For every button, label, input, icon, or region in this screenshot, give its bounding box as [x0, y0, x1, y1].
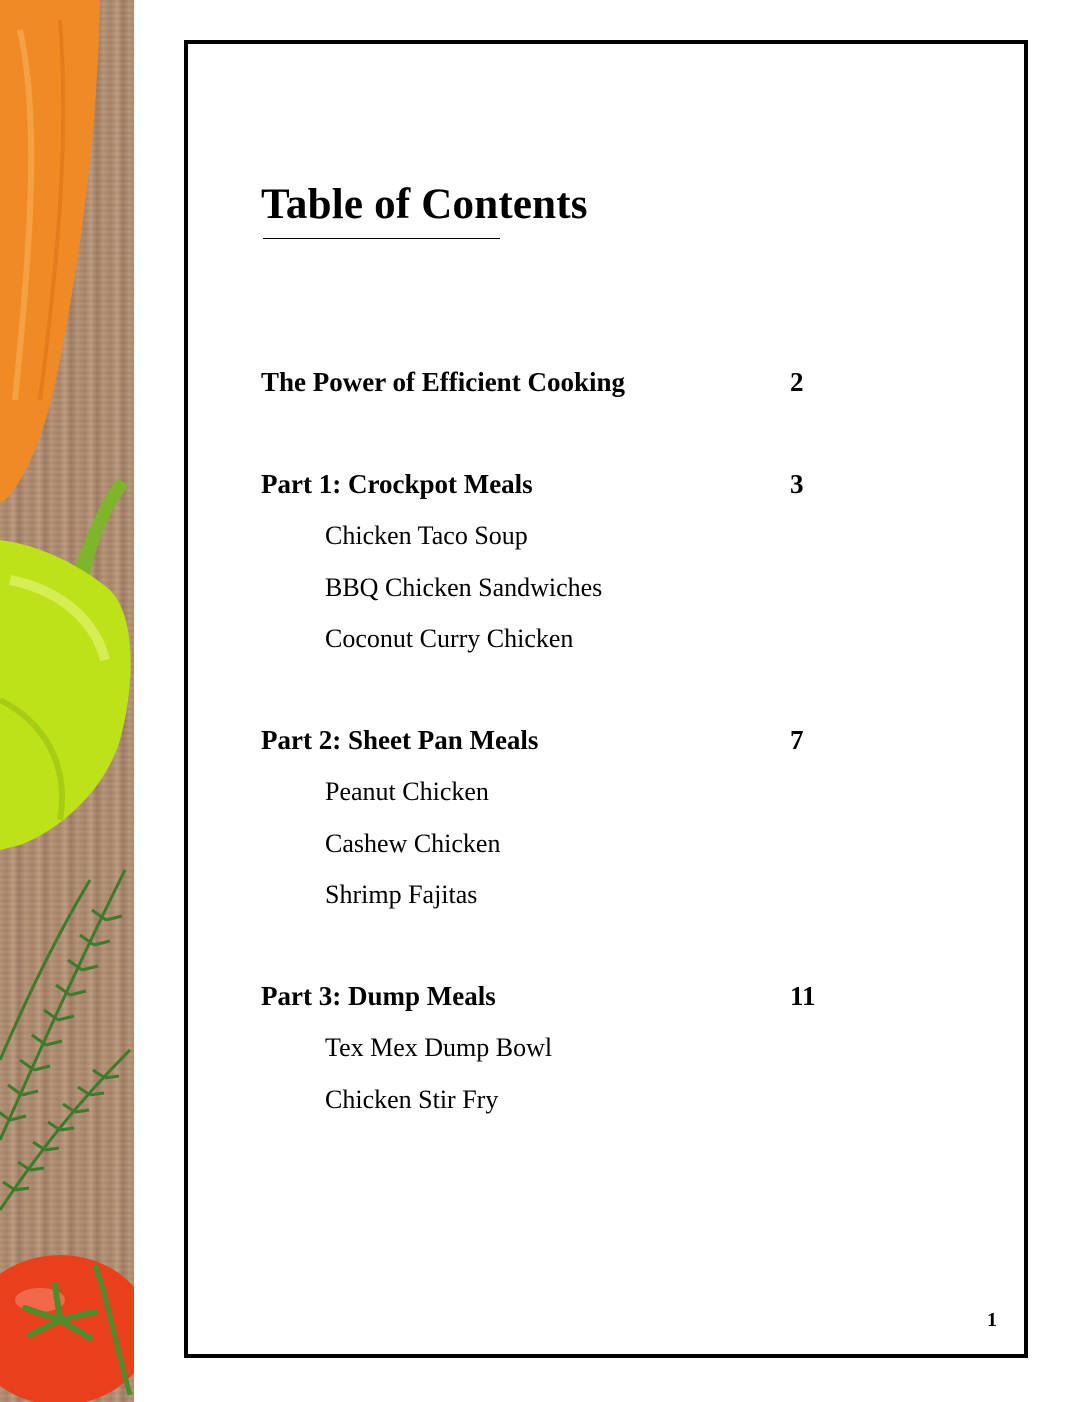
toc-section-heading[interactable]: Part 2: Sheet Pan Meals: [261, 725, 539, 755]
decorative-food-image: [0, 0, 134, 1402]
toc-item[interactable]: Coconut Curry Chicken: [325, 624, 574, 653]
toc-section-heading[interactable]: Part 3: Dump Meals: [261, 981, 496, 1011]
toc-item[interactable]: Shrimp Fajitas: [325, 880, 478, 909]
toc-item[interactable]: Chicken Stir Fry: [325, 1085, 499, 1114]
toc-page-number: 7: [790, 725, 804, 755]
toc-item[interactable]: Chicken Taco Soup: [325, 521, 528, 550]
toc-page-number: 3: [790, 469, 804, 499]
toc-page-number: 2: [790, 367, 804, 397]
toc-item[interactable]: Cashew Chicken: [325, 829, 501, 858]
toc-item[interactable]: Tex Mex Dump Bowl: [325, 1033, 553, 1062]
toc-section-heading[interactable]: The Power of Efficient Cooking: [261, 367, 625, 397]
carrot-icon: [0, 0, 100, 502]
toc-page-number: 11: [790, 981, 816, 1011]
rosemary-icon: [0, 870, 130, 1210]
page-number-footer: 1: [987, 1309, 997, 1331]
title-underline: [263, 238, 500, 239]
toc-item[interactable]: Peanut Chicken: [325, 777, 489, 806]
page-frame: [184, 40, 1028, 1358]
toc-section-heading[interactable]: Part 1: Crockpot Meals: [261, 469, 533, 499]
page-title: Table of Contents: [261, 181, 588, 228]
toc-item[interactable]: BBQ Chicken Sandwiches: [325, 573, 603, 602]
